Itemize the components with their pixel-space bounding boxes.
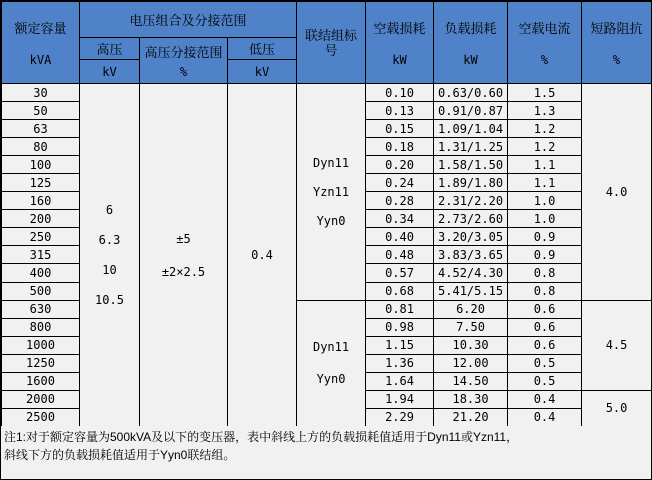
- noload-loss-cell: 0.40: [366, 228, 434, 246]
- load-loss-header: [434, 2, 508, 84]
- capacity-cell: 800: [2, 318, 80, 336]
- load-loss-cell: 21.20: [434, 408, 508, 426]
- capacity-cell: 2000: [2, 390, 80, 408]
- noload-loss-cell: 0.81: [366, 300, 434, 318]
- noload-loss-cell: 1.36: [366, 354, 434, 372]
- impedance-header: [582, 2, 652, 84]
- lv-unit-header: [228, 60, 297, 84]
- impedance-label: 短路阻抗: [590, 21, 643, 36]
- noload-loss-cell: 0.10: [366, 84, 434, 102]
- tap-range-merged-cell: [140, 84, 228, 427]
- noload-loss-cell: 0.24: [366, 174, 434, 192]
- footnote-line1: 注1:对于额定容量为500kVA及以下的变压器，表中斜线上方的负载损耗值适用于Dyn11或Yzn11，: [4, 430, 519, 444]
- noload-current-cell: 1.0: [508, 210, 582, 228]
- table-row: [2, 84, 652, 102]
- rated-capacity-title: 额定容量: [14, 21, 67, 36]
- noload-current-cell: 1.0: [508, 192, 582, 210]
- hv-label: 高压: [96, 42, 123, 57]
- connection-group-label-line2: 号: [324, 42, 338, 58]
- load-loss-cell: 1.58/1.50: [434, 156, 508, 174]
- noload-current-cell: 0.5: [508, 372, 582, 390]
- noload-current-cell: 0.6: [508, 300, 582, 318]
- noload-loss-cell: 1.64: [366, 372, 434, 390]
- noload-current-cell: 0.5: [508, 354, 582, 372]
- impedance-cell-line: 4.0: [605, 184, 628, 199]
- noload-current-cell: 0.8: [508, 282, 582, 300]
- noload-loss-cell: 0.57: [366, 264, 434, 282]
- tap-range-unit: %: [179, 64, 188, 79]
- connection-group-cell-line: Dyn11: [312, 155, 350, 170]
- load-loss-cell: 6.20: [434, 300, 508, 318]
- capacity-cell: 1600: [2, 372, 80, 390]
- footnote-line2: 斜线下方的负载损耗值适用于Yyn0联结组。: [4, 448, 236, 462]
- load-loss-cell: 0.63/0.60: [434, 84, 508, 102]
- lv-merged-cell-line: 0.4: [251, 248, 273, 262]
- noload-current-label: 空载电流: [518, 21, 571, 36]
- noload-loss-cell: 2.29: [366, 408, 434, 426]
- capacity-cell: 630: [2, 300, 80, 318]
- load-loss-cell: 14.50: [434, 372, 508, 390]
- load-loss-cell: 18.30: [434, 390, 508, 408]
- noload-current-cell: 0.9: [508, 246, 582, 264]
- connection-group-cell: [297, 84, 366, 301]
- hv-merged-cell-line: 10.5: [95, 293, 124, 307]
- noload-current-unit: %: [540, 53, 549, 67]
- load-loss-label: 负载损耗: [444, 21, 497, 36]
- noload-current-cell: 0.8: [508, 264, 582, 282]
- load-loss-cell: 7.50: [434, 318, 508, 336]
- noload-loss-cell: 0.18: [366, 138, 434, 156]
- capacity-cell: 200: [2, 210, 80, 228]
- impedance-cell: [582, 84, 652, 301]
- impedance-cell: [582, 390, 652, 426]
- load-loss-cell: 2.31/2.20: [434, 192, 508, 210]
- connection-group-cell-line: Yzn11: [312, 184, 350, 199]
- noload-loss-cell: 1.15: [366, 336, 434, 354]
- lv-unit: kV: [254, 64, 270, 79]
- lv-header: [228, 38, 297, 60]
- voltage-banner-label: 电压组合及分接范围: [129, 13, 247, 28]
- connection-group-cell-line: Yyn0: [316, 372, 346, 387]
- capacity-cell: 125: [2, 174, 80, 192]
- capacity-cell: 315: [2, 246, 80, 264]
- noload-current-cell: 0.9: [508, 228, 582, 246]
- impedance-unit: %: [612, 53, 621, 67]
- noload-current-cell: 1.1: [508, 156, 582, 174]
- load-loss-cell: 1.31/1.25: [434, 138, 508, 156]
- lv-merged-cell: [228, 84, 297, 427]
- noload-loss-cell: 1.94: [366, 390, 434, 408]
- table-body: [2, 84, 652, 427]
- capacity-cell: 30: [2, 84, 80, 102]
- impedance-cell-line: 5.0: [605, 401, 628, 416]
- noload-current-cell: 1.2: [508, 138, 582, 156]
- hv-unit-header: [80, 60, 140, 84]
- connection-group-header: [297, 2, 366, 84]
- connection-group-cell-line: Dyn11: [312, 340, 350, 355]
- noload-current-cell: 0.4: [508, 408, 582, 426]
- load-loss-cell: 5.41/5.15: [434, 282, 508, 300]
- load-loss-cell: 3.20/3.05: [434, 228, 508, 246]
- load-loss-cell: 1.09/1.04: [434, 120, 508, 138]
- noload-loss-cell: 0.15: [366, 120, 434, 138]
- noload-loss-header: [366, 2, 434, 84]
- capacity-cell: 500: [2, 282, 80, 300]
- capacity-cell: 63: [2, 120, 80, 138]
- noload-loss-cell: 0.13: [366, 102, 434, 120]
- load-loss-cell: 1.89/1.80: [434, 174, 508, 192]
- noload-current-cell: 0.4: [508, 390, 582, 408]
- capacity-cell: 400: [2, 264, 80, 282]
- capacity-cell: 50: [2, 102, 80, 120]
- impedance-cell-line: 4.5: [605, 338, 628, 353]
- noload-current-cell: 0.6: [508, 336, 582, 354]
- tap-range-merged-cell-line: ±2×2.5: [161, 264, 206, 279]
- noload-current-cell: 0.6: [508, 318, 582, 336]
- connection-group-label-line1: 联结组标: [305, 27, 358, 43]
- noload-loss-cell: 0.20: [366, 156, 434, 174]
- tap-range-merged-cell-line: ±5: [176, 231, 191, 246]
- capacity-cell: 160: [2, 192, 80, 210]
- voltage-banner-header: [80, 2, 297, 38]
- noload-current-cell: 1.2: [508, 120, 582, 138]
- noload-loss-label: 空载损耗: [373, 21, 426, 36]
- capacity-cell: 80: [2, 138, 80, 156]
- noload-loss-cell: 0.48: [366, 246, 434, 264]
- hv-merged-cell-line: 6: [105, 203, 114, 217]
- tap-range-header: [140, 38, 228, 84]
- load-loss-cell: 4.52/4.30: [434, 264, 508, 282]
- capacity-cell: 2500: [2, 408, 80, 426]
- load-loss-cell: 12.00: [434, 354, 508, 372]
- impedance-cell: [582, 300, 652, 390]
- capacity-cell: 1250: [2, 354, 80, 372]
- load-loss-cell: 10.30: [434, 336, 508, 354]
- noload-loss-cell: 0.98: [366, 318, 434, 336]
- load-loss-cell: 0.91/0.87: [434, 102, 508, 120]
- connection-group-cell-line: Yyn0: [316, 213, 346, 228]
- lv-label: 低压: [249, 42, 276, 57]
- hv-merged-cell-line: 10: [102, 263, 117, 277]
- rated-capacity-unit: kVA: [29, 53, 52, 67]
- transformer-spec-table: [1, 1, 652, 426]
- hv-merged-cell: [80, 84, 140, 427]
- footnote: [1, 426, 651, 479]
- noload-current-cell: 1.5: [508, 84, 582, 102]
- load-loss-cell: 3.83/3.65: [434, 246, 508, 264]
- noload-loss-unit: kW: [392, 53, 407, 67]
- noload-loss-cell: 0.28: [366, 192, 434, 210]
- capacity-cell: 1000: [2, 336, 80, 354]
- noload-current-header: [508, 2, 582, 84]
- load-loss-cell: 2.73/2.60: [434, 210, 508, 228]
- hv-header: [80, 38, 140, 60]
- noload-current-cell: 1.1: [508, 174, 582, 192]
- hv-unit: kV: [102, 64, 117, 79]
- connection-group-cell: [297, 300, 366, 426]
- noload-loss-cell: 0.34: [366, 210, 434, 228]
- tap-range-label: 高压分接范围: [144, 45, 223, 61]
- noload-loss-cell: 0.68: [366, 282, 434, 300]
- rated-capacity-header: [2, 2, 80, 84]
- capacity-cell: 100: [2, 156, 80, 174]
- noload-current-cell: 1.3: [508, 102, 582, 120]
- load-loss-unit: kW: [463, 53, 478, 67]
- capacity-cell: 250: [2, 228, 80, 246]
- hv-merged-cell-line: 6.3: [98, 233, 121, 247]
